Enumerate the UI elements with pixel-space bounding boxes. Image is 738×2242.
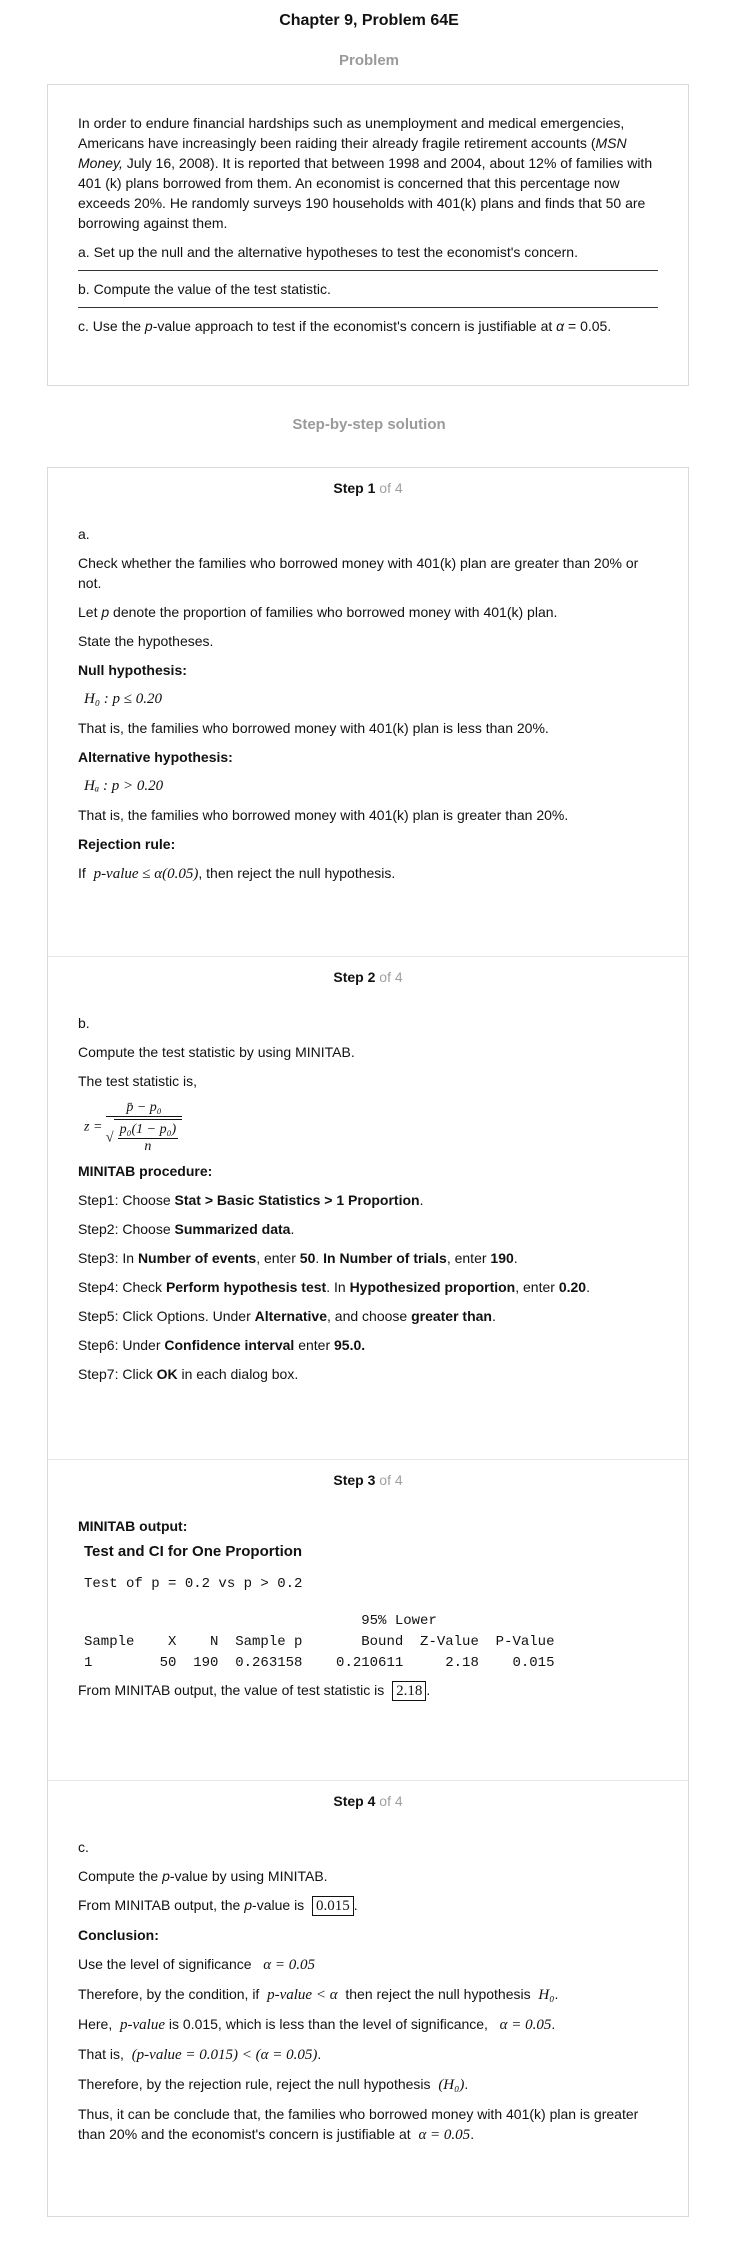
rejection-rule-heading: Rejection rule: xyxy=(78,836,176,852)
problem-part-a: a. Set up the null and the alternative hypotheses to test the economist's concern. xyxy=(78,242,658,271)
minitab-col-header-1: 95% Lower xyxy=(84,1613,437,1629)
step-2-statistic-is: The test statistic is, xyxy=(78,1073,198,1089)
minitab-test-title: Test and CI for One Proportion xyxy=(84,1543,303,1560)
null-hypothesis-heading: Null hypothesis: xyxy=(78,662,187,678)
minitab-procedure-step: Step2: Choose Summarized data. xyxy=(78,1221,295,1237)
minitab-procedure-step: Step1: Choose Stat > Basic Statistics > 1 Proportion. xyxy=(78,1192,424,1208)
step-1-state: State the hypotheses. xyxy=(78,633,214,649)
p-value-result: From MINITAB output, the p-value is 0.015 . xyxy=(78,1897,358,1914)
problem-box xyxy=(47,84,689,386)
test-statistic-result: From MINITAB output, the value of test statistic is 2.18 . xyxy=(78,1682,431,1699)
minitab-output-heading: MINITAB output: xyxy=(78,1518,188,1534)
solution-box xyxy=(47,467,689,2217)
problem-heading: Problem xyxy=(338,52,399,69)
minitab-procedure-step: Step6: Under Confidence interval enter 95.0. xyxy=(78,1337,366,1353)
step-3-heading: Step 3 of 4 xyxy=(333,1472,403,1488)
step-4-label: c. xyxy=(78,1839,89,1855)
step-1-label: a. xyxy=(78,526,90,542)
minitab-procedure-list xyxy=(78,1190,658,1384)
solution-heading: Step-by-step solution xyxy=(292,416,446,433)
step-1-check: Check whether the families who borrowed money with 401(k) plan are greater than 20% or not. xyxy=(78,555,639,591)
alt-hypothesis-equation: Hₐ : p > 0.20 xyxy=(84,778,164,794)
final-conclusion: Thus, it can be conclude that, the families who borrowed money with 401(k) plan is greater than 20% and the economist's concern is justifiable at α = 0.05. xyxy=(78,2106,639,2143)
minitab-procedure-heading: MINITAB procedure: xyxy=(78,1163,213,1179)
minitab-procedure-step: Step5: Click Options. Under Alternative, and choose greater than. xyxy=(78,1308,496,1324)
null-hypothesis-equation: H₀ : p ≤ 0.20 xyxy=(84,691,163,707)
minitab-procedure-step: Step3: In Number of events, enter 50. In Number of trials, enter 190. xyxy=(78,1250,518,1266)
problem-part-b: b. Compute the value of the test statistic. xyxy=(78,279,658,308)
step-4-heading: Step 4 of 4 xyxy=(333,1793,403,1809)
that-is-inequality: That is, (p-value = 0.015) < (α = 0.05). xyxy=(78,2046,322,2063)
step-2-compute: Compute the test statistic by using MINITAB. xyxy=(78,1044,355,1060)
step-4 xyxy=(48,1781,688,2217)
step-4-compute: Compute the p-value by using MINITAB. xyxy=(78,1868,328,1884)
significance-level: Use the level of significance α = 0.05 xyxy=(78,1956,315,1973)
rejection-rule: If p-value ≤ α(0.05), then reject the null hypothesis. xyxy=(78,865,396,882)
alt-hypothesis-description: That is, the families who borrowed money with 401(k) plan is greater than 20%. xyxy=(78,807,569,823)
problem-part-c: c. Use the p-value approach to test if the economist's concern is justifiable at α = 0.05. xyxy=(78,318,612,334)
step-3 xyxy=(48,1460,688,1780)
problem-text: In order to endure financial hardships such as unemployment and medical emergencies, Americans have increasingly been raiding their already fragile retirement accounts (MSN Money, July 16, 2008). It is reported that between 1998 and 2004, about 12% of families with 401 (k) plans borrowed from them. An economist is concerned that this percentage now exceeds 20%. He randomly surveys 190 households with 401(k) plans and finds that 50 are borrowing against them. xyxy=(78,115,653,231)
step-1 xyxy=(48,468,688,956)
minitab-col-header-2: Sample X N Sample p Bound Z-Value P-Value xyxy=(84,1634,555,1650)
conclusion-heading: Conclusion: xyxy=(78,1927,159,1943)
rejection-condition: Therefore, by the condition, if p-value < α then reject the null hypothesis H₀. xyxy=(78,1986,559,2003)
null-hypothesis-description: That is, the families who borrowed money with 401(k) plan is less than 20%. xyxy=(78,720,549,736)
minitab-procedure-step: Step7: Click OK in each dialog box. xyxy=(78,1366,299,1382)
test-statistic-formula: z = p̄ − p₀ √ $\frac{\text{p₀(1 − p₀)}}{n}$ xyxy=(78,1100,658,1155)
reject-null-statement: Therefore, by the rejection rule, reject the null hypothesis (H₀). xyxy=(78,2076,469,2093)
minitab-test-line: Test of p = 0.2 vs p > 0.2 xyxy=(84,1576,303,1592)
z-value-box: 2.18 xyxy=(392,1681,426,1701)
step-2-label: b. xyxy=(78,1015,90,1031)
step-1-heading: Step 1 of 4 xyxy=(333,480,403,496)
step-2-heading: Step 2 of 4 xyxy=(333,969,403,985)
alt-hypothesis-heading: Alternative hypothesis: xyxy=(78,749,233,765)
p-value-comparison: Here, p-value is 0.015, which is less than the level of significance, α = 0.05. xyxy=(78,2016,556,2033)
step-1-let: Let p denote the proportion of families who borrowed money with 401(k) plan. xyxy=(78,604,558,620)
p-value-box: 0.015 xyxy=(312,1896,354,1916)
minitab-result-row: 1 50 190 0.263158 0.210611 2.18 0.015 xyxy=(84,1655,555,1671)
minitab-procedure-step: Step4: Check Perform hypothesis test. In Hypothesized proportion, enter 0.20. xyxy=(78,1279,590,1295)
chapter-title: Chapter 9, Problem 64E xyxy=(279,12,459,29)
